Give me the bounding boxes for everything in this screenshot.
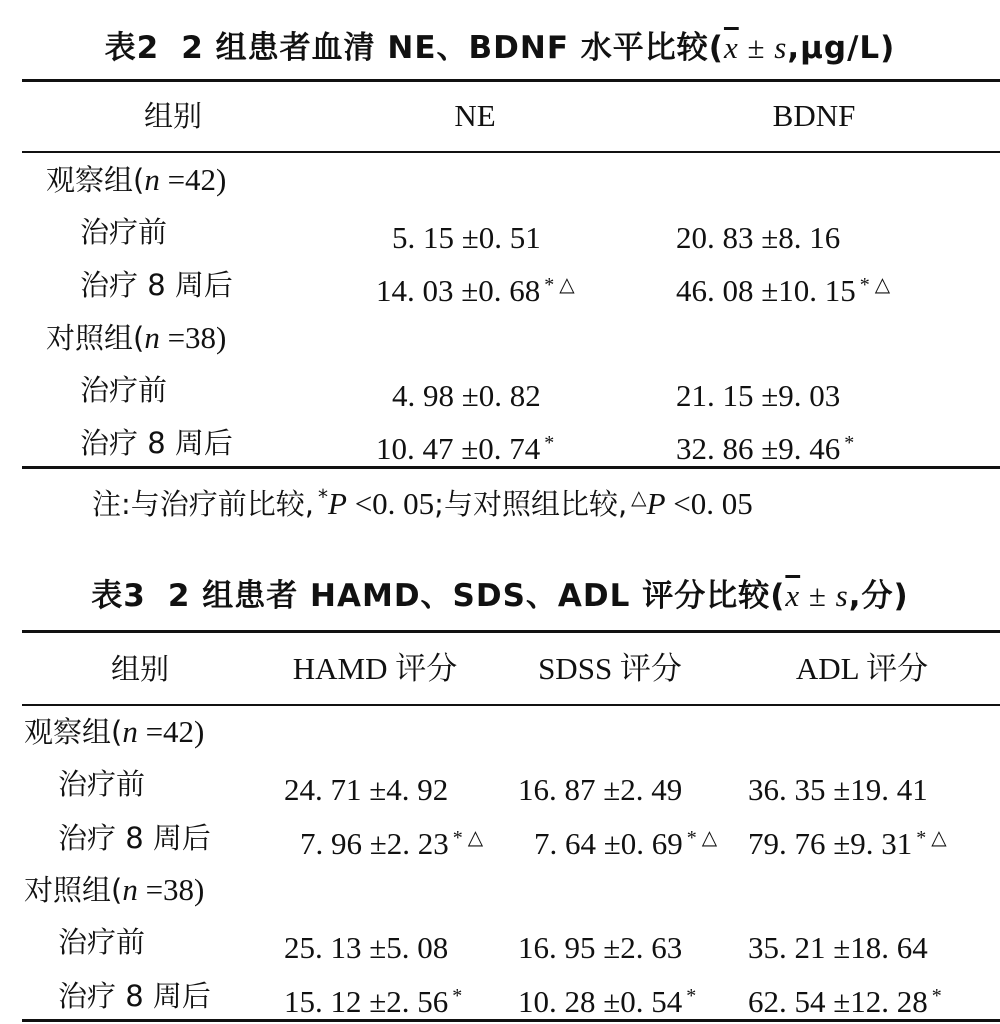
table2-caption-sd-symbol: s xyxy=(774,30,788,65)
sdss-value: 7. 64 ±0. 69 * △ xyxy=(534,826,718,861)
table3-group-row xyxy=(0,870,1000,910)
table3-caption-unit: ,分) xyxy=(848,578,909,614)
table3-bottom-rule xyxy=(22,1019,1000,1022)
table-row xyxy=(0,265,1000,308)
table3-caption-title: 2 组患者 HAMD、SDS、ADL 评分比较( xyxy=(167,578,786,614)
table-row xyxy=(0,764,1000,807)
table2-group-row xyxy=(0,160,1000,200)
bdnf-value: 21. 15 ±9. 03 xyxy=(676,378,841,413)
sdss-value: 16. 87 ±2. 49 xyxy=(518,772,683,807)
adl-value: 79. 76 ±9. 31 * △ xyxy=(748,826,947,861)
table3-caption-pm: ± xyxy=(800,578,836,613)
table2-header-row xyxy=(0,96,1000,136)
table2-caption-pm: ± xyxy=(738,30,775,65)
table2-caption xyxy=(0,22,1000,67)
table2-header-bdnf: BDNF xyxy=(772,98,856,133)
adl-value: 36. 35 ±19. 41 xyxy=(748,772,928,807)
table2-footnote: 注:与治疗前比较, *P <0. 05;与对照组比较, △P <0. 05 xyxy=(92,485,753,521)
row-label: 治疗 8 周后 xyxy=(58,979,211,1013)
ne-value: 14. 03 ±0. 68 * △ xyxy=(376,273,575,308)
table2-header-group: 组别 xyxy=(143,99,203,133)
table3-group-label: 观察组(n =42) xyxy=(24,714,205,749)
table2-caption-prefix: 表2 xyxy=(104,30,160,66)
table3-caption-prefix: 表3 xyxy=(91,578,146,614)
table3-header-row xyxy=(0,649,1000,689)
table2-group-label: 观察组(n =42) xyxy=(46,162,227,197)
table3-header-group: 组别 xyxy=(110,652,170,686)
table3-header-adl: ADL 评分 xyxy=(795,651,929,686)
bdnf-value: 32. 86 ±9. 46 * xyxy=(676,431,855,466)
ne-value: 5. 15 ±0. 51 xyxy=(392,220,541,255)
table-row xyxy=(0,818,1000,861)
sdss-value: 16. 95 ±2. 63 xyxy=(518,930,683,965)
row-label: 治疗前 xyxy=(58,925,146,959)
bdnf-value: 20. 83 ±8. 16 xyxy=(676,220,841,255)
hamd-value: 24. 71 ±4. 92 xyxy=(284,772,449,807)
row-label: 治疗 8 周后 xyxy=(80,268,233,302)
row-label: 治疗 8 周后 xyxy=(58,821,211,855)
table3-caption-sd-symbol: s xyxy=(835,578,849,613)
ne-value: 4. 98 ±0. 82 xyxy=(392,378,541,413)
hamd-value: 7. 96 ±2. 23 * △ xyxy=(300,826,484,861)
adl-value: 62. 54 ±12. 28 * xyxy=(748,984,942,1019)
row-label: 治疗前 xyxy=(80,215,168,249)
bdnf-value: 46. 08 ±10. 15 * △ xyxy=(676,273,891,308)
adl-value: 35. 21 ±18. 64 xyxy=(748,930,928,965)
table3-caption-mean-symbol: $\overline{x}$ xyxy=(785,578,801,613)
table2-caption-unit: ,μg/L) xyxy=(787,30,896,66)
table3-caption xyxy=(0,570,1000,615)
table2-caption-mean-symbol: $\overline{x}$ xyxy=(723,30,739,65)
row-label: 治疗 8 周后 xyxy=(80,426,233,460)
table-row xyxy=(0,212,1000,255)
hamd-value: 25. 13 ±5. 08 xyxy=(284,930,449,965)
hamd-value: 15. 12 ±2. 56 * xyxy=(284,984,463,1019)
table-row xyxy=(0,922,1000,965)
row-label: 治疗前 xyxy=(80,373,168,407)
table2-group-label: 对照组(n =38) xyxy=(46,320,227,355)
ne-value: 10. 47 ±0. 74 * xyxy=(376,431,555,466)
table2-bottom-rule xyxy=(22,466,1000,469)
table3-header-sdss: SDSS 评分 xyxy=(538,651,682,686)
sdss-value: 10. 28 ±0. 54 * xyxy=(518,984,697,1019)
table-row xyxy=(0,370,1000,413)
row-label: 治疗前 xyxy=(58,767,146,801)
table2-header-rule xyxy=(22,151,1000,153)
table-row xyxy=(0,423,1000,466)
table3-top-rule xyxy=(22,630,1000,633)
table3-header-hamd: HAMD 评分 xyxy=(292,651,458,686)
table2-caption-title: 2 组患者血清 NE、BDNF 水平比较( xyxy=(181,30,724,66)
table3-group-label: 对照组(n =38) xyxy=(24,872,205,907)
table-row xyxy=(0,976,1000,1019)
table2-header-ne: NE xyxy=(454,98,496,133)
table3-header-rule xyxy=(22,704,1000,706)
table3-group-row xyxy=(0,712,1000,752)
table2-group-row xyxy=(0,318,1000,358)
table2-top-rule xyxy=(22,79,1000,82)
